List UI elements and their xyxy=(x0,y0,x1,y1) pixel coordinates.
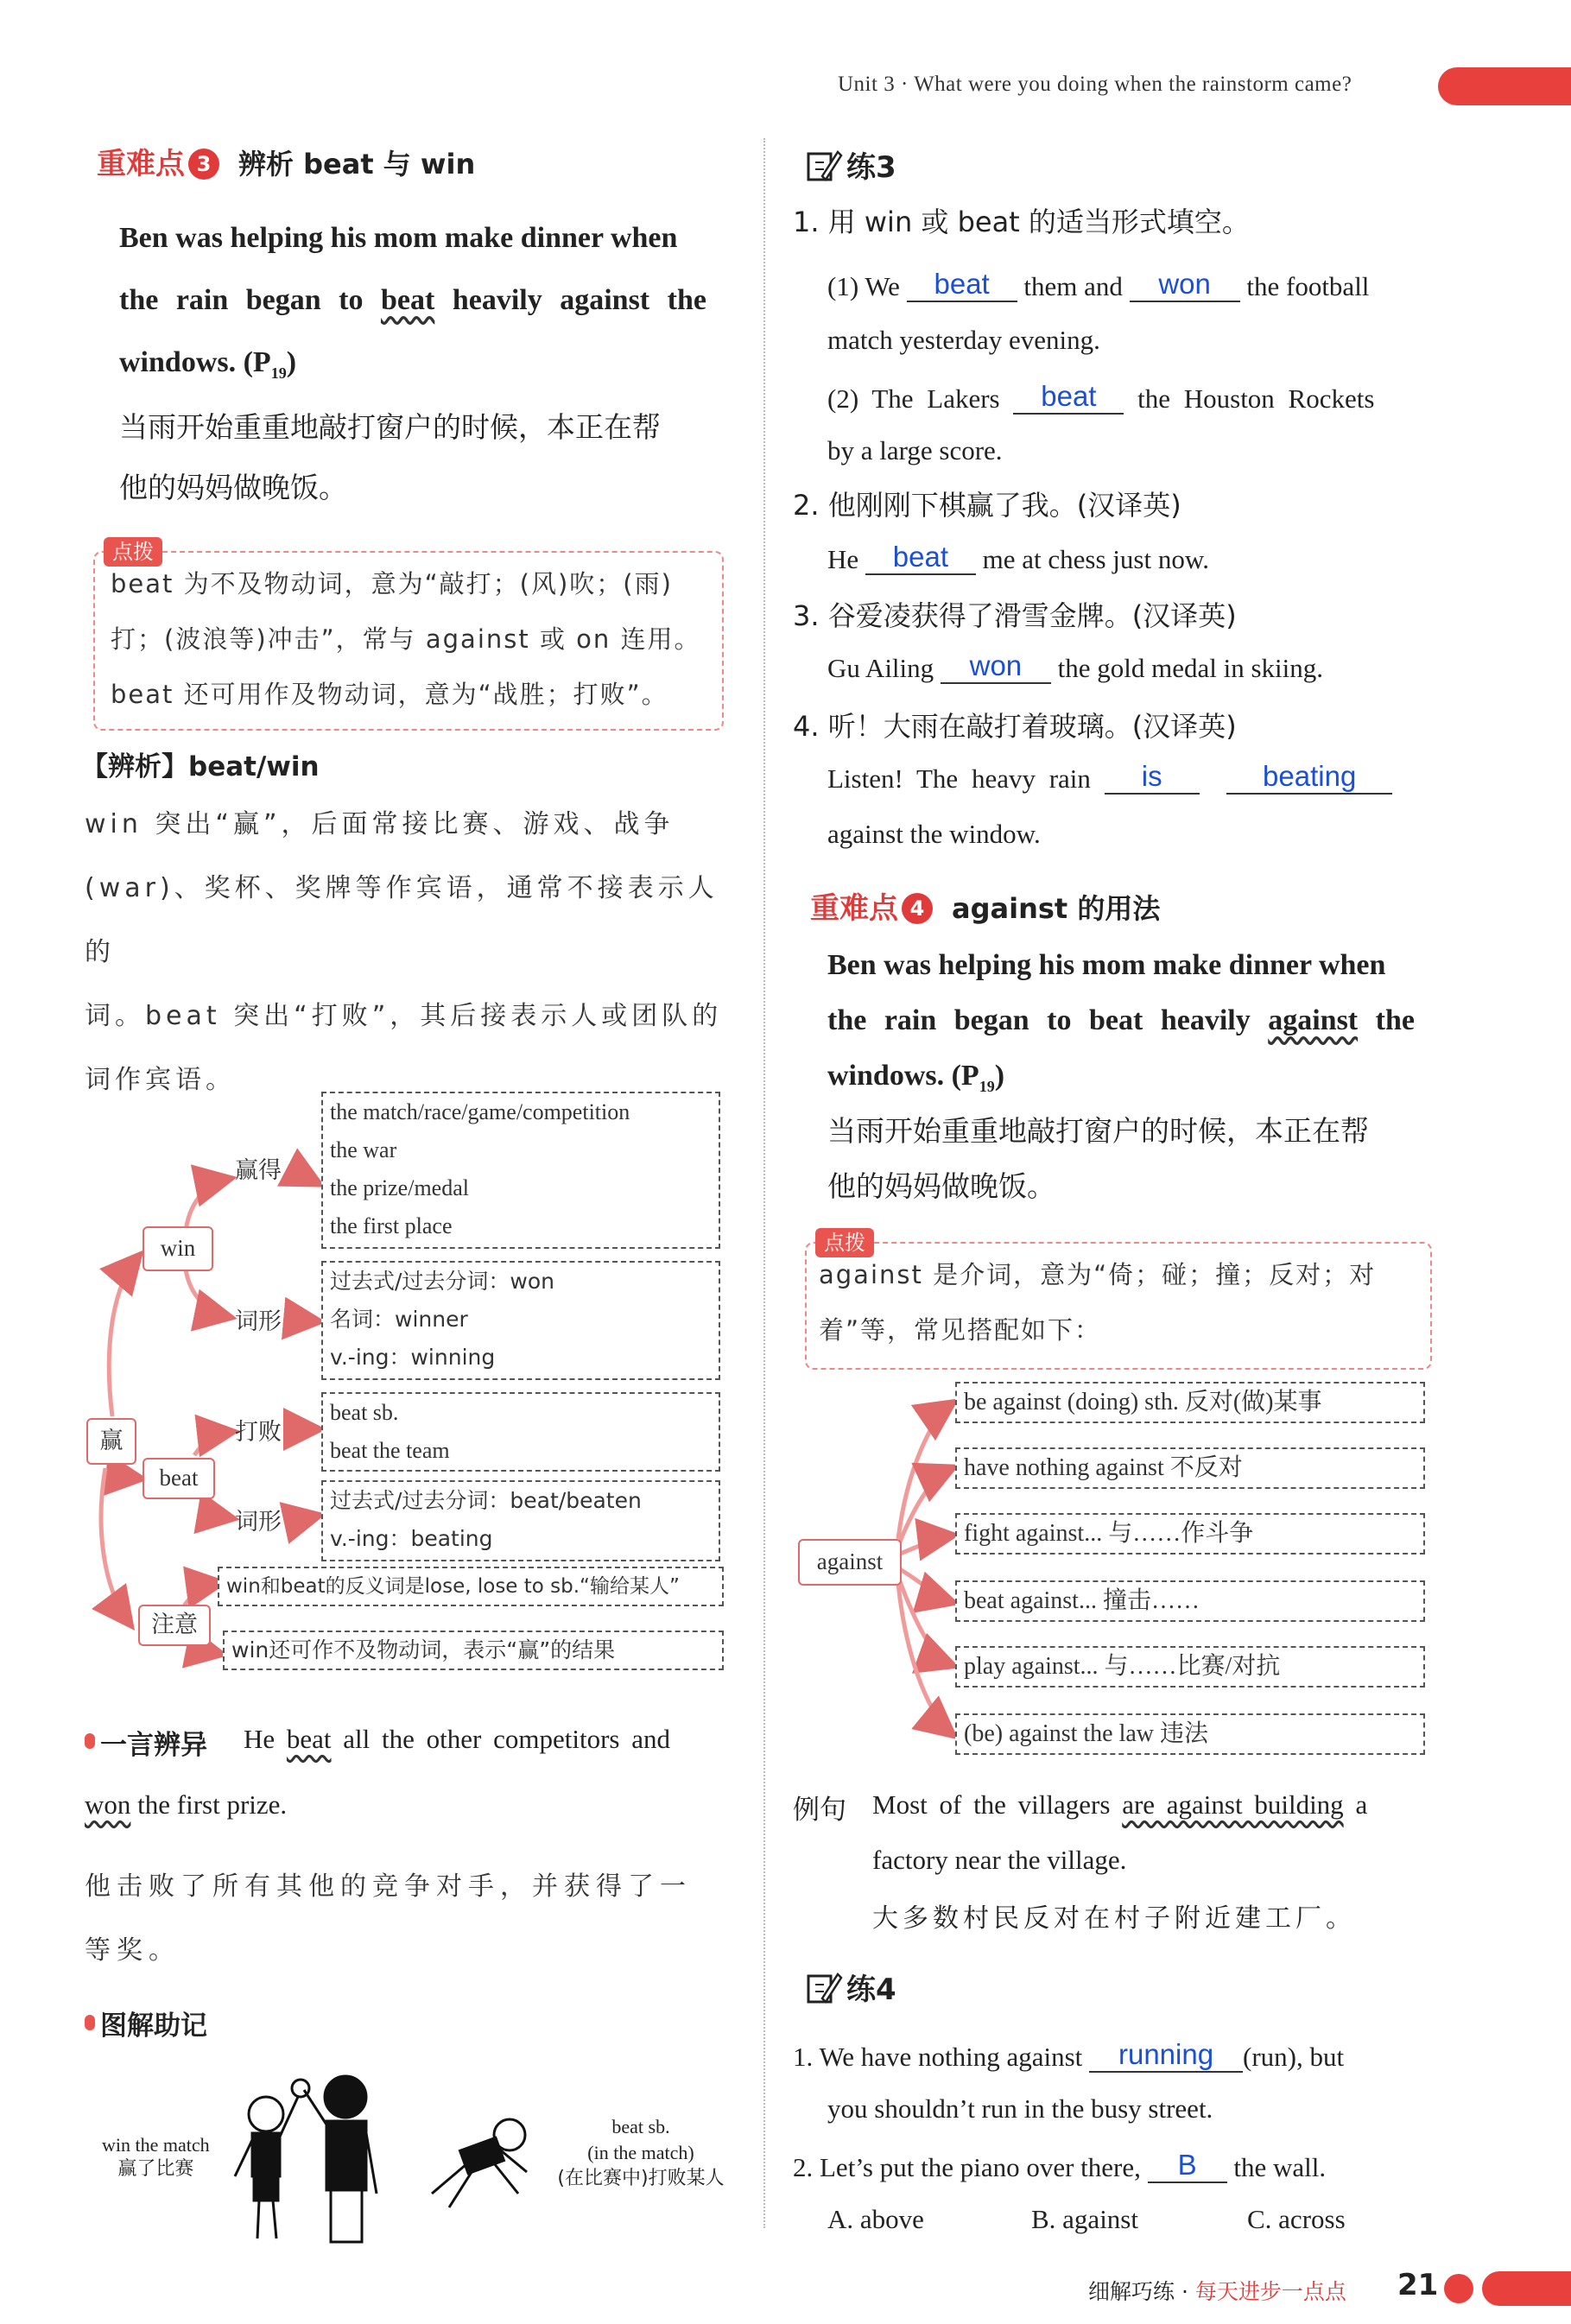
section-number: 3 xyxy=(188,149,219,180)
answer-blank[interactable]: beat xyxy=(865,541,976,575)
s4-example-cn: 当雨开始重重地敲打窗户的时候，本正在帮 他的妈妈做晚饭。 xyxy=(827,1114,1369,1203)
answer-blank[interactable]: is xyxy=(1105,760,1200,795)
note-box-1: win和beat的反义词是lose, lose to sb.“输给某人” xyxy=(218,1567,724,1606)
against-item: fight against... 与……作斗争 xyxy=(955,1513,1425,1555)
practice-3-title: 练3 xyxy=(846,150,896,185)
memo-caption-1: win the match 赢了比赛 xyxy=(102,2134,210,2180)
p4-q1-line2: you shouldn’t run in the busy street. xyxy=(827,2093,1213,2124)
saying-cn: 他击败了所有其他的竞争对手，并获得了一 等奖。 xyxy=(85,1871,692,1966)
answer-blank[interactable]: running xyxy=(1089,2038,1243,2073)
beat-objects-box: beat sb. beat the team xyxy=(321,1392,720,1472)
answer-blank[interactable]: beat xyxy=(1013,380,1124,415)
unit-header: Unit 3 · What were you doing when the rainstorm came? xyxy=(838,73,1352,96)
footer-dot xyxy=(1444,2274,1473,2303)
practice-pencil-icon xyxy=(805,1969,839,2004)
p4-q2: 2. Let’s put the piano over there, B the wall. xyxy=(793,2149,1327,2182)
node-note: 注意 xyxy=(138,1605,211,1646)
p3-q2: 2. 他刚刚下棋赢了我。(汉译英) xyxy=(793,489,1181,522)
section-tag: 重难点 xyxy=(810,891,898,926)
answer-blank[interactable]: B xyxy=(1148,2149,1227,2183)
p3-q3-answer: Gu Ailing won the gold medal in skiing. xyxy=(827,649,1324,683)
p4-q1: 1. We have nothing against running (run), but xyxy=(793,2038,1345,2072)
p4-q2-option-a: A. above xyxy=(827,2204,924,2234)
p3-q1b: (2) The Lakers beat the Houston Rockets xyxy=(827,380,1375,414)
beat-forms-box: 过去式/过去分词：beat/beaten v.-ing：beating xyxy=(321,1480,720,1561)
p4-q2-option-c: C. across xyxy=(1247,2204,1346,2234)
s3-tip-box: 点拨 beat 为不及物动词，意为“敲打；(风)吹；(雨) 打；(波浪等)冲击”，常与 against 或 on 连用。 beat 还可用作及物动词，意为“战胜；打败”。 xyxy=(93,551,724,731)
note-box-2: win还可作不及物动词，表示“赢”的结果 xyxy=(223,1631,724,1670)
p4-q2-option-b: B. against xyxy=(1031,2204,1138,2234)
section-title: 辨析 beat 与 win xyxy=(238,148,476,180)
p3-q2-answer: He beat me at chess just now. xyxy=(827,541,1209,574)
label-win-gain: 赢得 xyxy=(235,1157,282,1184)
p3-q1b-line2: by a large score. xyxy=(827,435,1003,465)
analysis-body: win 突出“赢”，后面常接比赛、游戏、战争 (war)、奖杯、奖牌等作宾语，通常不接表示人的 词。beat 突出“打败”，其后接表示人或团队的 词作宾语。 xyxy=(85,809,723,1095)
diagram-root-win: 赢 xyxy=(86,1418,136,1465)
against-item: have nothing against 不反对 xyxy=(955,1447,1425,1489)
answer-blank[interactable]: beating xyxy=(1226,760,1392,795)
analysis-title: 【辨析】beat/win xyxy=(81,751,320,782)
win-forms-box: 过去式/过去分词：won 名词：winner v.-ing：winning xyxy=(321,1261,720,1380)
answer-blank[interactable]: won xyxy=(1130,268,1240,302)
label-win-form: 词形 xyxy=(235,1308,282,1335)
section-number: 4 xyxy=(902,893,933,924)
tip-label: 点拨 xyxy=(104,537,162,567)
saying-label: 一言辨异 xyxy=(100,1730,207,1761)
example-en-line2: factory near the village. xyxy=(872,1845,1127,1875)
section-tag: 重难点 xyxy=(97,147,185,181)
p3-q1a-line2: match yesterday evening. xyxy=(827,325,1100,355)
p3-q4-line2: against the window. xyxy=(827,819,1041,849)
footer-tab xyxy=(1482,2271,1571,2306)
win-objects-box: the match/race/game/competition the war the prize/medal the first place xyxy=(321,1092,720,1249)
example-cn: 大多数村民反对在村子附近建工厂。 xyxy=(872,1903,1356,1934)
against-item: (be) against the law 违法 xyxy=(955,1713,1425,1755)
page-number: 21 xyxy=(1397,2268,1439,2302)
s4-example-en: Ben was helping his mom make dinner when the rain began to beat heavily against the windows. $(P_{19})$ xyxy=(827,949,1415,1095)
memo-label: 图解助记 xyxy=(100,2011,207,2042)
tip-label: 点拨 xyxy=(815,1228,874,1257)
answer-blank[interactable]: beat xyxy=(907,268,1017,302)
example-label: 例句 xyxy=(793,1795,846,1826)
against-item: be against (doing) sth. 反对(做)某事 xyxy=(955,1382,1425,1423)
section-title: against 的用法 xyxy=(952,892,1161,925)
example-en-line1: Most of the villagers are against building a xyxy=(872,1789,1368,1820)
saying-en-line1: He beat all the other competitors and xyxy=(244,1724,670,1754)
practice-4-title: 练4 xyxy=(846,1973,896,2007)
memo-caption-2: beat sb. (in the match) (在比赛中)打败某人 xyxy=(557,2116,725,2189)
footer-brand: 细解巧练 · 每天进步一点点 xyxy=(1088,2279,1346,2304)
p3-q3: 3. 谷爱凌获得了滑雪金牌。(汉译英) xyxy=(793,599,1237,632)
p3-q1: 1. 用 win 或 beat 的适当形式填空。 xyxy=(793,206,1250,238)
p3-q1a: (1) We beat them and won the football xyxy=(827,268,1370,301)
label-beat-defeat: 打败 xyxy=(235,1419,282,1446)
against-item: play against... 与……比赛/对抗 xyxy=(955,1646,1425,1688)
s3-example-en: Ben was helping his mom make dinner when the rain began to beat heavily against the windows. $(P_{19})$ xyxy=(119,222,706,382)
node-win: win xyxy=(143,1226,213,1271)
answer-blank[interactable]: won xyxy=(941,649,1051,684)
node-beat: beat xyxy=(143,1458,215,1499)
node-against: against xyxy=(798,1539,902,1586)
s3-example-cn: 当雨开始重重地敲打窗户的时候，本正在帮 他的妈妈做晚饭。 xyxy=(119,410,661,504)
saying-en-line2: won the first prize. xyxy=(85,1789,288,1820)
label-beat-form: 词形 xyxy=(235,1509,282,1536)
p3-q4: 4. 听！大雨在敲打着玻璃。(汉译英) xyxy=(793,710,1237,743)
against-item: beat against... 撞击…… xyxy=(955,1580,1425,1622)
s4-tip-box: 点拨 against 是介词，意为“倚；碰；撞；反对；对 着”等，常见搭配如下： xyxy=(805,1242,1432,1370)
p3-q4-answer: Listen! The heavy rain is beating xyxy=(827,760,1392,795)
